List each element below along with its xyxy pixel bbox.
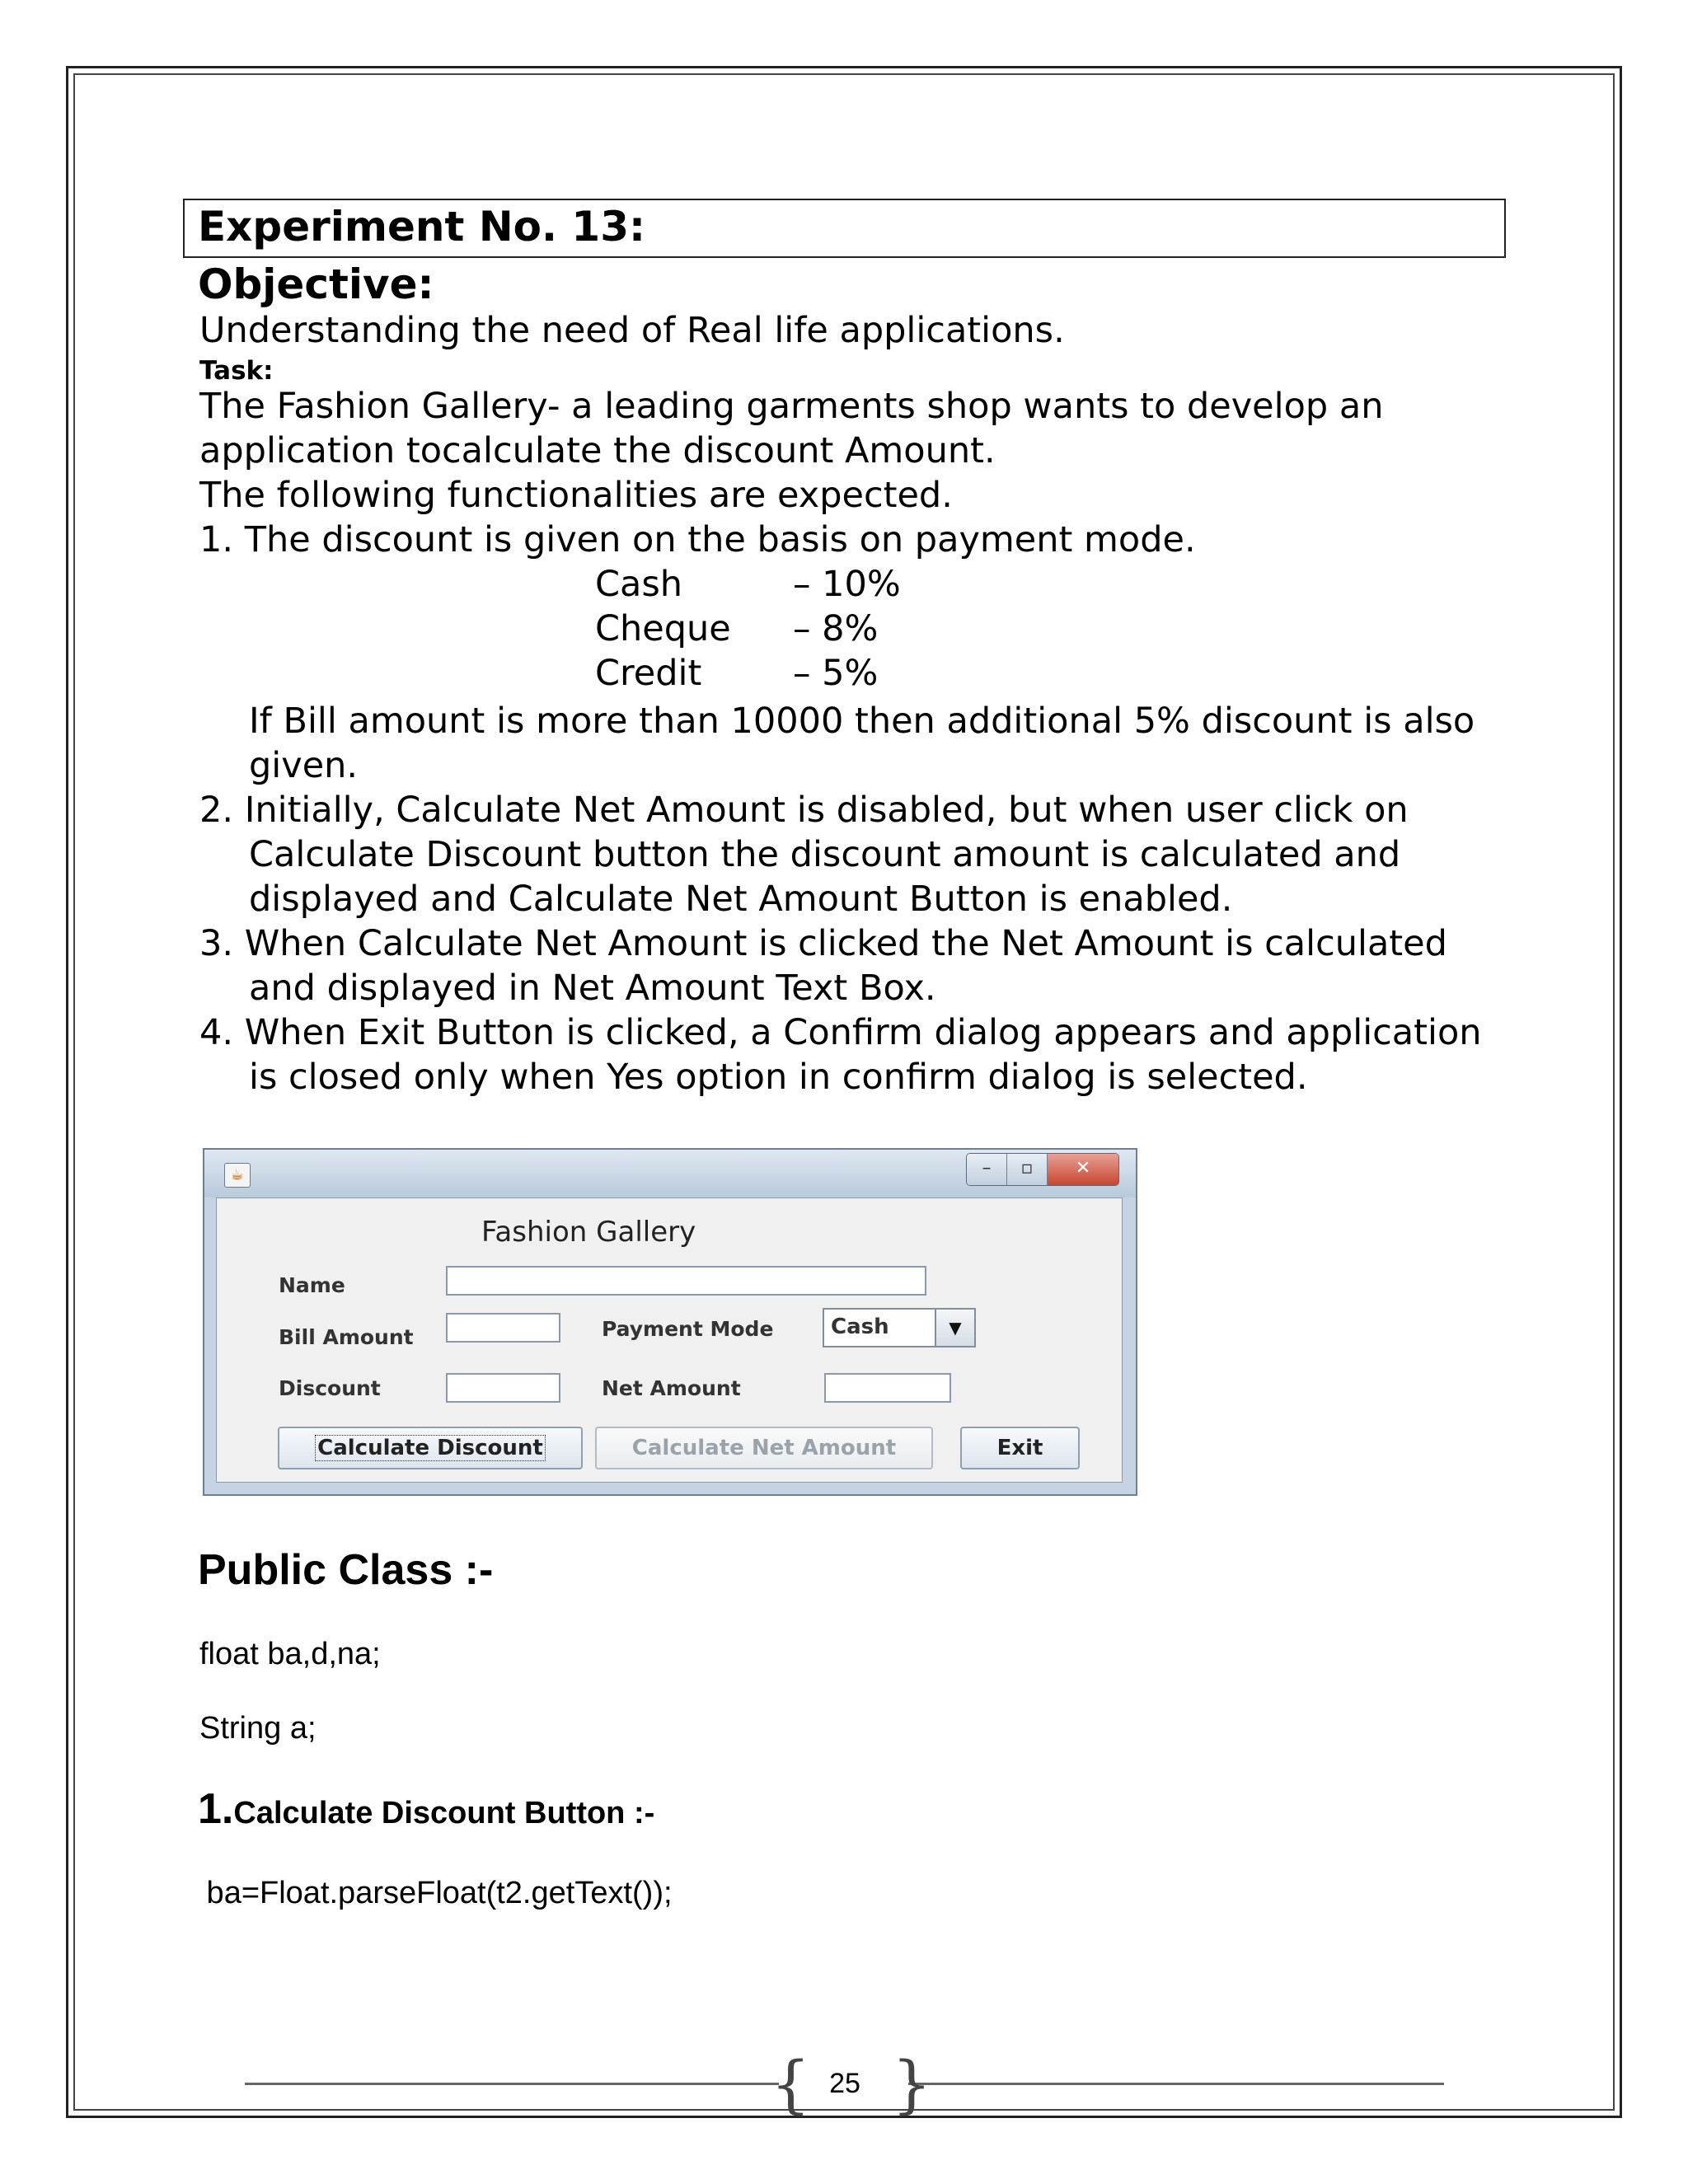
rate-value-cheque: – 8% bbox=[793, 608, 879, 649]
task-line: and displayed in Net Amount Text Box. bbox=[249, 968, 936, 1009]
calculate-discount-label: Calculate Discount bbox=[315, 1435, 546, 1461]
heading-number: 1. bbox=[198, 1785, 234, 1833]
calculate-discount-button[interactable] bbox=[278, 1427, 583, 1469]
heading-label: Calculate Discount Button :- bbox=[233, 1796, 655, 1830]
objective-heading: Objective: bbox=[198, 260, 434, 308]
task-line: 4. When Exit Button is clicked, a Confirm dialog appears and application bbox=[199, 1012, 1482, 1053]
net-amount-input[interactable] bbox=[824, 1373, 951, 1403]
task-line: Calculate Discount button the discount amount is calculated and bbox=[249, 834, 1401, 875]
discount-input[interactable] bbox=[446, 1373, 560, 1403]
discount-label: Discount bbox=[279, 1376, 381, 1400]
calculate-net-amount-button[interactable]: Calculate Net Amount bbox=[595, 1427, 933, 1469]
experiment-title: Experiment No. 13: bbox=[198, 203, 645, 251]
dropdown-arrow-icon[interactable]: ▼ bbox=[935, 1310, 974, 1346]
task-line: The Fashion Gallery- a leading garments shop wants to develop an bbox=[199, 386, 1384, 427]
task-line: application tocalculate the discount Amount. bbox=[199, 430, 996, 471]
task-line: If Bill amount is more than 10000 then additional 5% discount is also bbox=[249, 701, 1475, 742]
rate-mode-cash: Cash bbox=[595, 564, 683, 605]
bill-amount-label: Bill Amount bbox=[279, 1325, 414, 1349]
name-label: Name bbox=[279, 1273, 345, 1297]
footer-rule-right bbox=[908, 2083, 1444, 2085]
task-line: 3. When Calculate Net Amount is clicked the Net Amount is calculated bbox=[199, 923, 1447, 964]
task-line: 1. The discount is given on the basis on payment mode. bbox=[199, 519, 1196, 560]
name-input[interactable] bbox=[446, 1266, 926, 1296]
calculate-discount-heading bbox=[198, 1784, 654, 1834]
rate-mode-cheque: Cheque bbox=[595, 608, 731, 649]
footer-rule-left bbox=[245, 2083, 779, 2085]
bill-amount-input[interactable] bbox=[446, 1313, 560, 1343]
payment-mode-label: Payment Mode bbox=[602, 1317, 774, 1341]
public-class-heading: Public Class :- bbox=[198, 1546, 494, 1594]
task-line: The following functionalities are expected. bbox=[199, 475, 953, 516]
task-line: given. bbox=[249, 745, 359, 786]
footer-brace-right: } bbox=[892, 2047, 932, 2121]
code-line: float ba,d,na; bbox=[199, 1637, 381, 1671]
task-line: 2. Initially, Calculate Net Amount is disabled, but when user click on bbox=[199, 790, 1409, 831]
payment-mode-select[interactable] bbox=[823, 1308, 976, 1347]
page-number: 25 bbox=[829, 2068, 860, 2099]
objective-text: Understanding the need of Real life applications. bbox=[199, 310, 1065, 351]
minimize-icon[interactable]: – bbox=[967, 1154, 1007, 1185]
rate-value-cash: – 10% bbox=[793, 564, 901, 605]
task-line: displayed and Calculate Net Amount Button is enabled. bbox=[249, 879, 1233, 920]
task-label: Task: bbox=[199, 356, 274, 386]
rate-mode-credit: Credit bbox=[595, 653, 702, 694]
close-icon[interactable]: ✕ bbox=[1048, 1154, 1118, 1185]
java-app-icon: ☕ bbox=[224, 1163, 251, 1188]
form-title: Fashion Gallery bbox=[481, 1216, 696, 1249]
net-amount-label: Net Amount bbox=[602, 1376, 741, 1400]
code-line: String a; bbox=[199, 1711, 316, 1746]
payment-mode-value: Cash bbox=[831, 1315, 889, 1339]
exit-button[interactable]: Exit bbox=[960, 1427, 1080, 1469]
code-line: ba=Float.parseFloat(t2.getText()); bbox=[198, 1876, 673, 1910]
footer-brace-left: { bbox=[771, 2047, 811, 2121]
window-titlebar bbox=[204, 1150, 1136, 1197]
maximize-icon[interactable]: ▫ bbox=[1007, 1154, 1048, 1185]
rate-value-credit: – 5% bbox=[793, 653, 879, 694]
task-line: is closed only when Yes option in confirm dialog is selected. bbox=[249, 1057, 1308, 1098]
window-controls bbox=[966, 1153, 1119, 1186]
